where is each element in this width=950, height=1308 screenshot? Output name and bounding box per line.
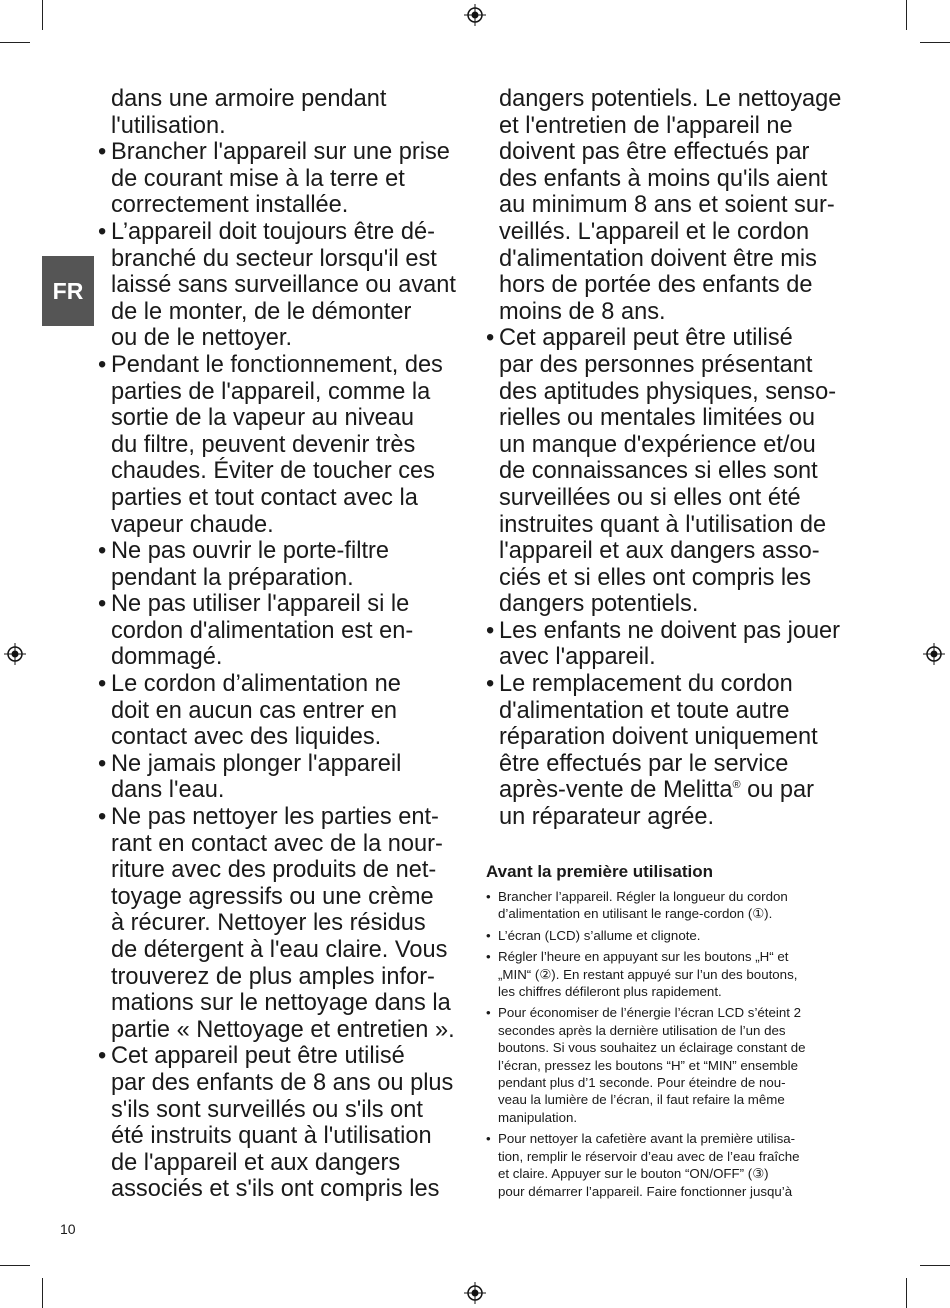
- text-line: d'alimentation doivent être mis: [499, 245, 817, 272]
- text-line: veau la lumière de l’écran, il faut refaire la même: [498, 1092, 785, 1108]
- text-line: Brancher l'appareil sur une prise: [111, 139, 450, 166]
- bullet-icon: •: [98, 671, 107, 698]
- text-line: des aptitudes physiques, senso-: [499, 378, 837, 405]
- section-heading: Avant la première utilisation: [486, 862, 714, 881]
- crop-mark: [906, 1278, 907, 1308]
- bullet-icon: •: [486, 1005, 491, 1021]
- text-line: un réparateur agrée.: [499, 804, 715, 831]
- text-line: et claire. Appuyer sur le bouton “ON/OFF” (③): [498, 1166, 769, 1182]
- text-line: laissé sans surveillance ou avant: [111, 272, 456, 299]
- text-line: riture avec des produits de net-: [111, 857, 437, 884]
- list-item: [486, 1004, 858, 1126]
- safety-bullet: [98, 219, 468, 352]
- text-line: correctement installée.: [111, 192, 349, 219]
- text-line: ciés et si elles ont compris les: [499, 564, 812, 591]
- text-line: tion, remplir le réservoir d’eau avec de l’eau fraîche: [498, 1148, 800, 1164]
- crop-mark: [42, 0, 43, 30]
- text-line: par des enfants de 8 ans ou plus: [111, 1069, 454, 1096]
- text-line: hors de portée des enfants de: [499, 272, 813, 299]
- text-line: Le cordon d’alimentation ne: [111, 671, 401, 698]
- text-line: surveillées ou si elles ont été: [499, 484, 801, 511]
- text-line: pour démarrer l’appareil. Faire fonctionner jusqu’à: [498, 1183, 793, 1199]
- crop-mark: [0, 1265, 30, 1266]
- bullet-icon: •: [98, 218, 107, 245]
- crop-mark: [920, 1265, 950, 1266]
- text-line: [499, 777, 858, 804]
- text-line: par des personnes présentant: [499, 351, 813, 378]
- text-line: boutons. Si vous souhaitez un éclairage constant de: [498, 1040, 806, 1056]
- bullet-icon: •: [98, 538, 107, 565]
- text-line: sortie de la vapeur au niveau: [111, 405, 414, 432]
- right-column: [486, 86, 858, 831]
- crop-mark: [906, 0, 907, 30]
- crop-mark: [920, 42, 950, 43]
- text-line: l'appareil et aux dangers asso-: [499, 538, 820, 565]
- text-line: Les enfants ne doivent pas jouer: [499, 617, 841, 644]
- bullet-icon: •: [98, 351, 107, 378]
- crop-mark: [42, 1278, 43, 1308]
- text-line: un manque d'expérience et/ou: [499, 431, 816, 458]
- bullet-icon: •: [486, 889, 491, 904]
- list-item: [486, 927, 858, 944]
- text-line: de détergent à l'eau claire. Vous: [111, 937, 448, 963]
- text-line: rielles ou mentales limitées ou: [499, 405, 816, 432]
- text-line: à récurer. Nettoyer les résidus: [111, 910, 426, 937]
- text-line: trouverez de plus amples infor-: [111, 963, 435, 990]
- bullet-icon: •: [486, 671, 495, 698]
- registration-mark-icon: [923, 643, 945, 665]
- text-line: rant en contact avec de la nour-: [111, 830, 443, 857]
- language-tab: [42, 256, 94, 326]
- text-line: instruites quant à l'utilisation de: [499, 511, 827, 538]
- text-line: secondes après la dernière utilisation de l’un des: [498, 1022, 786, 1038]
- text-line: L’écran (LCD) s’allume et clignote.: [498, 927, 701, 943]
- text-line: branché du secteur lorsqu'il est: [111, 245, 437, 272]
- text-line: doit en aucun cas entrer en: [111, 697, 397, 724]
- bullet-icon: •: [98, 139, 107, 166]
- safety-bullet: [98, 751, 468, 804]
- text-line: Régler l’heure en appuyant sur les boutons „H“ et: [498, 949, 789, 965]
- text-line: de connaissances si elles sont: [499, 458, 818, 485]
- bullet-icon: •: [98, 750, 107, 777]
- bullet-icon: •: [486, 949, 491, 965]
- text-line: l'utilisation.: [111, 112, 226, 139]
- text-line: ou de le nettoyer.: [111, 325, 293, 352]
- text-line: avec l'appareil.: [499, 644, 656, 671]
- text-line: doivent pas être effectués par: [499, 139, 810, 166]
- text-line: été instruits quant à l'utilisation: [111, 1123, 432, 1150]
- text-line: réparation doivent uniquement: [499, 724, 818, 751]
- safety-bullet: [98, 591, 468, 671]
- text-fragment: après-vente de Melitta: [499, 777, 733, 804]
- bullet-icon: •: [486, 617, 495, 644]
- right-lead-paragraph: [486, 86, 858, 325]
- registration-mark-icon: [464, 1282, 486, 1304]
- registered-mark: ®: [732, 779, 741, 792]
- text-line: Le remplacement du cordon: [499, 671, 793, 698]
- list-item: [486, 1130, 858, 1200]
- left-column: [98, 86, 468, 1203]
- language-tab-label: FR: [52, 277, 84, 304]
- text-line: pendant la préparation.: [111, 564, 354, 591]
- text-line: Ne pas ouvrir le porte-filtre: [111, 538, 389, 565]
- text-line: Pour économiser de l’énergie l’écran LCD s’éteint 2: [498, 1005, 802, 1021]
- text-line: dommagé.: [111, 644, 223, 671]
- bullet-icon: •: [98, 591, 107, 618]
- bullet-icon: •: [98, 1043, 107, 1070]
- first-use-list: [486, 888, 858, 1204]
- text-line: parties de l'appareil, comme la: [111, 378, 431, 405]
- text-line: dangers potentiels.: [499, 591, 699, 618]
- safety-bullet: [98, 538, 468, 591]
- list-item: [486, 888, 858, 923]
- text-fragment: ou par: [740, 777, 815, 804]
- text-line: dangers potentiels. Le nettoyage: [499, 86, 842, 112]
- safety-bullet: [98, 352, 468, 538]
- bullet-icon: •: [486, 325, 495, 352]
- text-line: mations sur le nettoyage dans la: [111, 990, 451, 1017]
- safety-bullet: [98, 671, 468, 751]
- text-line: Ne pas utiliser l'appareil si le: [111, 591, 410, 618]
- registration-mark-icon: [4, 643, 26, 665]
- safety-bullet: [486, 671, 858, 831]
- text-line: dans une armoire pendant: [111, 86, 387, 112]
- bullet-icon: •: [486, 1131, 491, 1147]
- text-line: Pour nettoyer la cafetière avant la première utilisa-: [498, 1131, 796, 1147]
- safety-bullet: [98, 1043, 468, 1203]
- list-item: [486, 948, 858, 1000]
- text-line: et l'entretien de l'appareil ne: [499, 112, 793, 139]
- safety-bullet: [486, 618, 858, 671]
- text-line: manipulation.: [498, 1109, 578, 1125]
- text-line: „MIN“ (②). En restant appuyé sur l’un des boutons,: [498, 966, 798, 982]
- left-lead-paragraph: [98, 86, 468, 139]
- text-line: d'alimentation et toute autre: [499, 697, 790, 724]
- text-line: pendant plus d’1 seconde. Pour éteindre de nou-: [498, 1075, 786, 1091]
- text-line: d’alimentation en utilisant le range-cordon (①).: [498, 906, 773, 922]
- text-line: Brancher l’appareil. Régler la longueur du cordon: [498, 889, 788, 904]
- text-line: l’écran, pressez les boutons “H” et “MIN” ensemble: [498, 1057, 799, 1073]
- text-line: L’appareil doit toujours être dé-: [111, 218, 435, 245]
- text-line: de l'appareil et aux dangers: [111, 1149, 401, 1176]
- text-line: parties et tout contact avec la: [111, 484, 418, 511]
- text-line: s'ils sont surveillés ou s'ils ont: [111, 1096, 423, 1123]
- safety-bullet: [98, 139, 468, 219]
- bullet-icon: •: [98, 804, 107, 831]
- text-line: Cet appareil peut être utilisé: [111, 1043, 405, 1070]
- text-line: Ne jamais plonger l'appareil: [111, 750, 402, 777]
- text-line: partie « Nettoyage et entretien ».: [111, 1016, 455, 1043]
- text-line: de le monter, de le démonter: [111, 298, 412, 325]
- text-line: Ne pas nettoyer les parties ent-: [111, 804, 439, 831]
- text-line: moins de 8 ans.: [499, 298, 666, 325]
- bullet-icon: •: [486, 927, 491, 943]
- text-line: Cet appareil peut être utilisé: [499, 325, 793, 352]
- text-line: de courant mise à la terre et: [111, 165, 405, 192]
- text-line: être effectués par le service: [499, 750, 789, 777]
- text-line: contact avec des liquides.: [111, 724, 382, 751]
- text-line: du filtre, peuvent devenir très: [111, 431, 416, 458]
- page-number: 10: [60, 1221, 76, 1237]
- text-line: les chiffres défileront plus rapidement.: [498, 984, 722, 1000]
- text-line: vapeur chaude.: [111, 511, 274, 538]
- safety-bullet: [486, 325, 858, 618]
- registration-mark-icon: [464, 4, 486, 26]
- text-line: dans l'eau.: [111, 777, 225, 804]
- crop-mark: [0, 42, 30, 43]
- text-line: veillés. L'appareil et le cordon: [499, 218, 810, 245]
- text-line: au minimum 8 ans et soient sur-: [499, 192, 835, 219]
- text-line: chaudes. Éviter de toucher ces: [111, 458, 435, 485]
- text-line: des enfants à moins qu'ils aient: [499, 165, 828, 192]
- text-line: associés et s'ils ont compris les: [111, 1176, 440, 1203]
- text-line: toyage agressifs ou une crème: [111, 883, 434, 910]
- text-line: Pendant le fonctionnement, des: [111, 351, 443, 378]
- text-line: cordon d'alimentation est en-: [111, 617, 414, 644]
- safety-bullet: [98, 804, 468, 1043]
